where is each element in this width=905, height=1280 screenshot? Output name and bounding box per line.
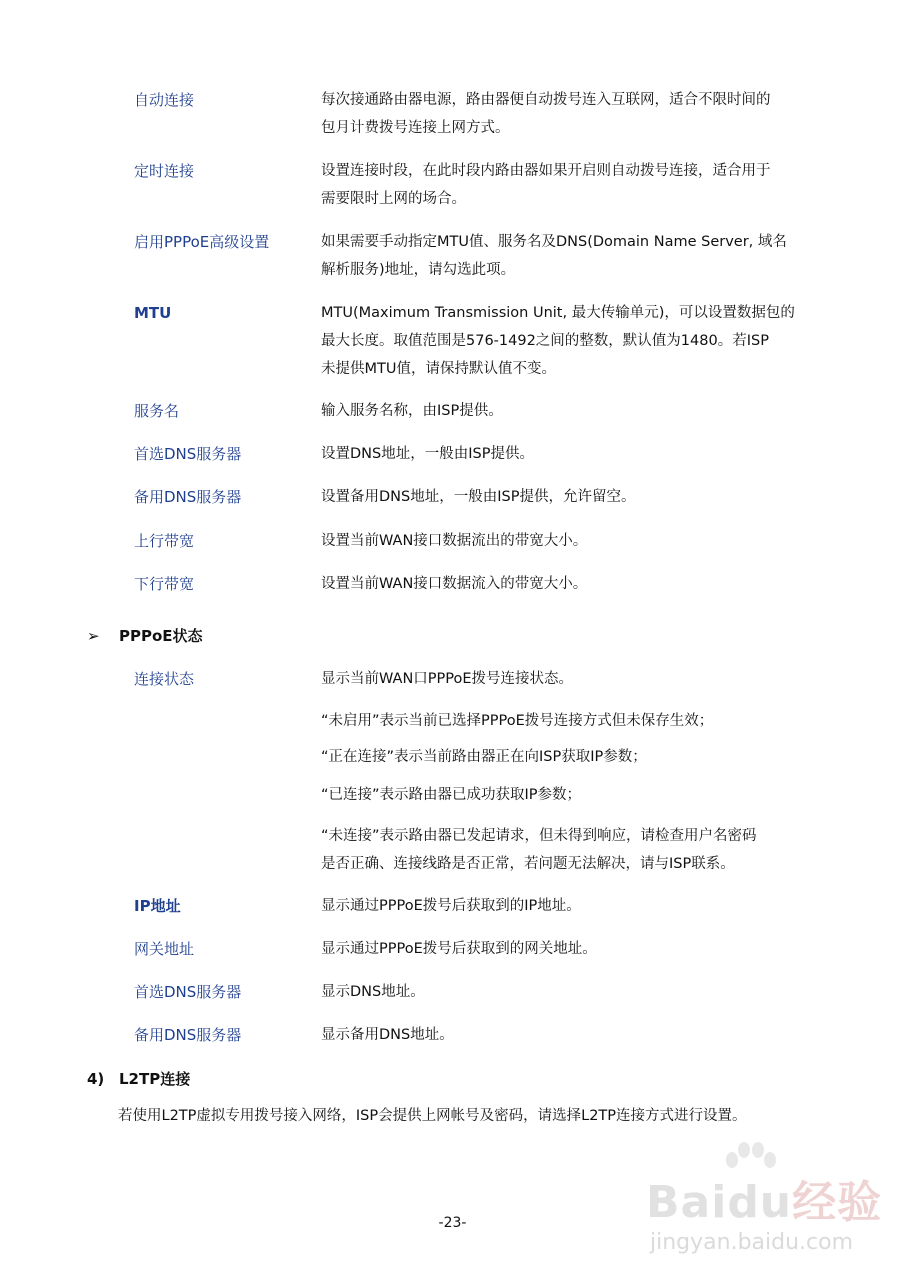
l2tp-intro-paragraph: 若使用L2TP虚拟专用拨号接入网络，ISP会提供上网帐号及密码，请选择L2TP连接方式进行设置。 (118, 1108, 747, 1124)
bullet-arrow-icon: ➢ (87, 627, 100, 645)
term-timed-connect: 定时连接 (134, 162, 195, 180)
desc-status-connecting (321, 743, 813, 771)
desc-status-disabled (321, 707, 813, 735)
desc-status-primary-dns (321, 978, 813, 1006)
desc-gateway-address (321, 935, 813, 963)
desc-line: 输入服务名称，由ISP提供。 (321, 403, 503, 419)
section-number: 4) (87, 1070, 105, 1088)
desc-timed-connect (321, 157, 813, 213)
desc-line: 解析服务)地址，请勾选此项。 (321, 262, 516, 278)
desc-line: 显示DNS地址。 (321, 984, 425, 1000)
desc-line: 显示备用DNS地址。 (321, 1027, 454, 1043)
desc-line: “正在连接”表示当前路由器正在向ISP获取IP参数； (321, 749, 647, 765)
term-pppoe-advanced: 启用PPPoE高级设置 (134, 233, 270, 251)
term-downstream-bandwidth: 下行带宽 (134, 575, 195, 593)
desc-connection-status (321, 665, 813, 693)
desc-line: 每次接通路由器电源，路由器便自动拨号连入互联网，适合不限时间的 (321, 92, 771, 108)
desc-line: 显示通过PPPoE拨号后获取到的IP地址。 (321, 898, 581, 914)
desc-secondary-dns (321, 483, 813, 511)
term-service-name: 服务名 (134, 402, 180, 420)
desc-line: 是否正确、连接线路是否正常，若问题无法解决，请与ISP联系。 (321, 856, 735, 872)
desc-line: 设置备用DNS地址，一般由ISP提供，允许留空。 (321, 489, 636, 505)
desc-line: “未连接”表示路由器已发起请求，但未得到响应，请检查用户名密码 (321, 828, 757, 844)
desc-line: 最大长度。取值范围是576-1492之间的整数，默认值为1480。若ISP (321, 333, 769, 349)
l2tp-section-heading (87, 1065, 190, 1093)
desc-line: 设置当前WAN接口数据流出的带宽大小。 (321, 533, 588, 549)
term-secondary-dns: 备用DNS服务器 (134, 488, 242, 506)
desc-mtu (321, 299, 813, 383)
baidu-jingyan-watermark (640, 1140, 883, 1270)
desc-line: “已连接”表示路由器已成功获取IP参数； (321, 787, 582, 803)
term-mtu: MTU (134, 304, 172, 322)
term-status-primary-dns: 首选DNS服务器 (134, 983, 242, 1001)
desc-line: 未提供MTU值，请保持默认值不变。 (321, 361, 556, 377)
watermark-url: jingyan.baidu.com (650, 1230, 854, 1255)
term-auto-connect: 自动连接 (134, 91, 195, 109)
desc-primary-dns (321, 440, 813, 468)
desc-line: MTU(Maximum Transmission Unit, 最大传输单元)，可以设置数据包的 (321, 305, 795, 321)
desc-line: 设置当前WAN接口数据流入的带宽大小。 (321, 576, 588, 592)
desc-line: 设置DNS地址，一般由ISP提供。 (321, 446, 534, 462)
pppoe-status-heading (87, 622, 203, 650)
term-status-secondary-dns: 备用DNS服务器 (134, 1026, 242, 1044)
desc-status-secondary-dns (321, 1021, 813, 1049)
term-ip-address: IP地址 (134, 897, 181, 915)
desc-ip-address (321, 892, 813, 920)
desc-line: 显示通过PPPoE拨号后获取到的网关地址。 (321, 941, 597, 957)
desc-line: “未启用”表示当前已选择PPPoE拨号连接方式但未保存生效； (321, 713, 714, 729)
desc-line: 需要限时上网的场合。 (321, 191, 466, 207)
desc-line: 如果需要手动指定MTU值、服务名及DNS(Domain Name Server, 域名 (321, 234, 787, 250)
brand-text-left: Bai (646, 1177, 728, 1228)
desc-line: 显示当前WAN口PPPoE拨号连接状态。 (321, 671, 574, 687)
desc-line: 设置连接时段，在此时段内路由器如果开启则自动拨号连接，适合用于 (321, 163, 771, 179)
desc-upstream-bandwidth (321, 527, 813, 555)
desc-line: 包月计费拨号连接上网方式。 (321, 120, 510, 136)
heading-text: PPPoE状态 (119, 627, 203, 645)
term-gateway-address: 网关地址 (134, 940, 195, 958)
page-number: -23- (438, 1215, 467, 1231)
term-primary-dns: 首选DNS服务器 (134, 445, 242, 463)
desc-status-disconnected (321, 822, 813, 878)
brand-text-cn: 经验 (792, 1177, 883, 1228)
desc-pppoe-advanced (321, 228, 813, 284)
term-upstream-bandwidth: 上行带宽 (134, 532, 195, 550)
desc-status-connected (321, 781, 813, 809)
term-connection-status: 连接状态 (134, 670, 195, 688)
brand-text-right: du (727, 1177, 793, 1228)
section-title: L2TP连接 (119, 1070, 191, 1088)
desc-service-name (321, 397, 813, 425)
desc-auto-connect (321, 86, 813, 142)
desc-downstream-bandwidth (321, 570, 813, 598)
